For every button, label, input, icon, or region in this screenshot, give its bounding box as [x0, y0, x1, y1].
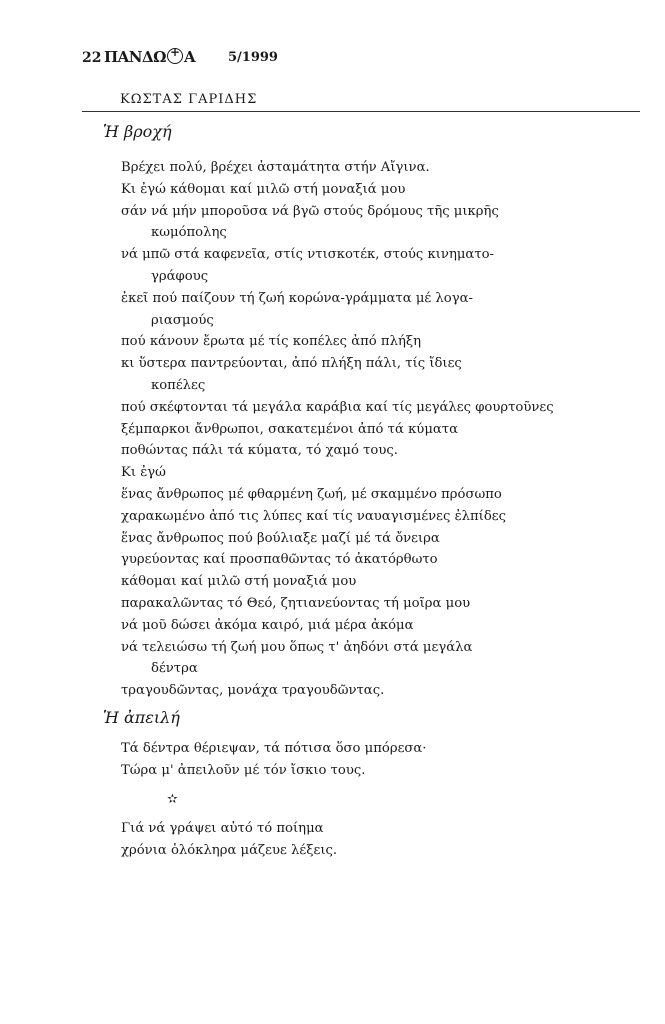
poem-threat-stanza2: [121, 818, 337, 862]
poem-line: κοπέλες: [151, 377, 206, 393]
poem-line: Τά δέντρα θέριεψαν, τά πότισα ὅσο μπόρεσα·: [121, 741, 427, 756]
poem-line: χαρακωμένο ἀπό τις λύπες καί τίς ναυαγισμένες ἐλπίδες: [121, 508, 507, 524]
poem-threat-stanza1: [121, 738, 427, 782]
poem-line: νά μοῦ δώσει ἀκόμα καιρό, μιά μέρα ἀκόμα: [121, 617, 414, 633]
page-number: 22: [82, 50, 102, 66]
poem-line: τραγουδῶντας, μονάχα τραγουδῶντας.: [121, 683, 385, 699]
poem-line: ἕνας ἄνθρωπος πού βούλιαξε μαζί μέ τά ὄνειρα: [121, 530, 440, 546]
compass-icon: [167, 48, 183, 64]
poem-line: Γιά νά γράψει αὐτό τό ποίημα: [121, 821, 324, 836]
poem-line: Βρέχει πολύ, βρέχει ἀσταμάτητα στήν Αἴγινα.: [121, 160, 430, 175]
poem-rain-lines: [121, 157, 554, 702]
poem-line: ριασμούς: [151, 312, 214, 328]
poem-line: Κι ἐγώ κάθομαι καί μιλῶ στή μοναξιά μου: [121, 181, 406, 197]
header-divider: [82, 111, 640, 112]
poem-line: ξέμπαρκοι ἄνθρωποι, σακατεμένοι ἀπό τά κύματα: [121, 421, 459, 437]
star-separator-icon: ✫: [167, 792, 178, 807]
magazine-logo: [104, 48, 195, 66]
logo-text-part1: ΠΑΝΔΩ: [104, 48, 167, 66]
poem-line: Τώρα μ' ἀπειλοῦν μέ τόν ἴσκιο τους.: [121, 762, 366, 778]
poem-line: κάθομαι καί μιλῶ στή μοναξιά μου: [121, 574, 357, 590]
poem-line: γράφους: [151, 268, 209, 284]
poem-line: κι ὕστερα παντρεύονται, ἀπό πλήξη πάλι, τίς ἴδιες: [121, 356, 462, 372]
poem-line: ἐκεῖ πού παίζουν τή ζωή κορώνα-γράμματα μέ λογα-: [121, 290, 473, 306]
poem-line: νά μπῶ στά καφενεῖα, στίς ντισκοτέκ, στούς κινηματο-: [121, 247, 495, 263]
poem-line: νά τελειώσω τή ζωή μου ὅπως τ' ἀηδόνι στά μεγάλα: [121, 639, 473, 655]
poem-line: κωμόπολης: [151, 225, 227, 241]
poem-line: γυρεύοντας καί προσπαθῶντας τό ἀκατόρθωτο: [121, 552, 438, 568]
author-name: ΚΩΣΤΑΣ ΓΑΡΙΔΗΣ: [120, 92, 258, 107]
logo-text-part2: Α: [184, 48, 196, 66]
poem-line: δέντρα: [151, 661, 198, 677]
poem-line: σάν νά μήν μποροῦσα νά βγῶ στούς δρόμους τῆς μικρῆς: [121, 203, 499, 219]
poem-line: ἕνας ἄνθρωπος μέ φθαρμένη ζωή, μέ σκαμμένο πρόσωπο: [121, 486, 502, 502]
issue-number: 5/1999: [228, 50, 278, 65]
poem-title-threat: Ἡ ἀπειλή: [103, 708, 180, 727]
poem-line: πού σκέφτονται τά μεγάλα καράβια καί τίς μεγάλες φουρτοῦνες: [121, 399, 554, 415]
poem-line: παρακαλῶντας τό Θεό, ζητιανεύοντας τή μοῖρα μου: [121, 595, 471, 611]
poem-line: Κι ἐγώ: [121, 465, 166, 481]
poem-line: πού κάνουν ἔρωτα μέ τίς κοπέλες ἀπό πλήξη: [121, 334, 422, 350]
poem-title-rain: Ἡ βροχή: [103, 122, 172, 141]
poem-line: χρόνια ὁλόκληρα μάζευε λέξεις.: [121, 842, 338, 858]
poem-line: ποθώντας πάλι τά κύματα, τό χαμό τους.: [121, 443, 398, 459]
page-header: [82, 48, 642, 72]
